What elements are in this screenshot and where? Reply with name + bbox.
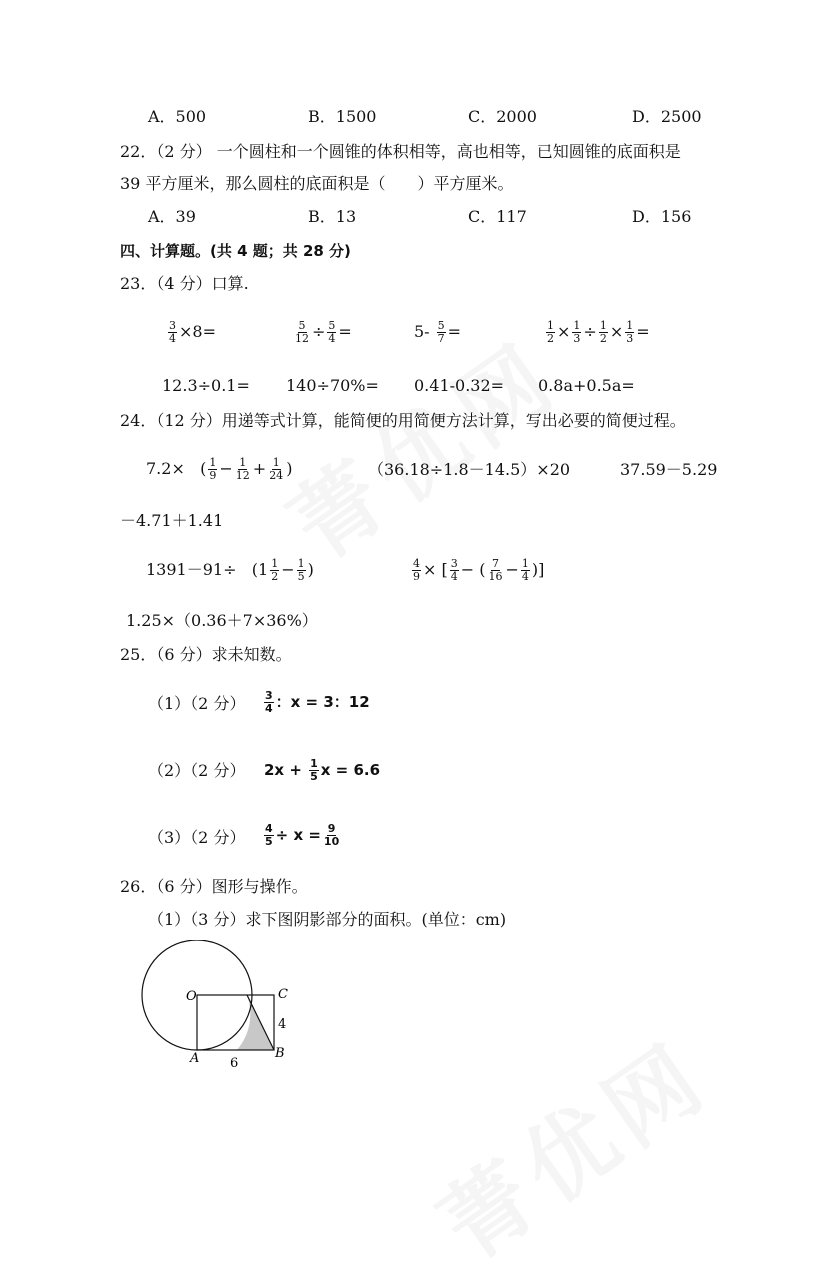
q24-expr-2: （36.18÷1.8－14.5）×20	[368, 460, 571, 479]
frac-den: 16	[488, 570, 503, 583]
frac-num: 3	[265, 689, 273, 702]
frac-den: 3	[573, 332, 581, 345]
expr-text: × [	[423, 560, 448, 579]
frac-den: 10	[323, 835, 340, 848]
frac-den: 9	[413, 570, 420, 583]
q24-expr-5	[410, 558, 544, 583]
frac-den: 5	[265, 835, 273, 848]
q25-part-1-equation	[262, 690, 370, 715]
label-c: C	[278, 987, 288, 1002]
frac-num: 3	[169, 319, 176, 332]
expr-op: −	[219, 459, 233, 478]
frac-num: 5	[328, 319, 336, 332]
frac-den: 12	[295, 332, 309, 345]
equation-text: x = 6.6	[320, 761, 381, 779]
frac-num: 1	[547, 319, 554, 332]
expr-text: − (	[460, 560, 486, 579]
expr-text: )	[307, 560, 314, 579]
expr-op: −	[505, 560, 519, 579]
q21-option-a: A．500	[148, 107, 207, 126]
q26-part-1: （1）（3 分）求下图阴影部分的面积。(单位：cm)	[148, 910, 507, 929]
frac-den: 12	[235, 469, 250, 482]
q22-line1: 22．（2 分） 一个圆柱和一个圆锥的体积相等，高也相等，已知圆锥的底面积是	[120, 142, 681, 161]
expr-op: ×	[609, 322, 624, 341]
frac-den: 2	[547, 332, 554, 345]
frac-den: 24	[269, 469, 284, 482]
expr-eq: =	[636, 322, 650, 341]
watermark-bottom	[410, 1006, 730, 1284]
expr-eq: =	[447, 322, 462, 341]
q23-row2-4: 0.8a+0.5a=	[538, 376, 635, 395]
frac-num: 7	[491, 557, 499, 570]
equation-text: ÷ x =	[275, 826, 321, 844]
q25-part-1-label: （1）（2 分）	[148, 694, 246, 713]
frac-num: 1	[573, 319, 581, 332]
q23-expr-4	[544, 320, 650, 345]
q24-expr-1	[146, 457, 292, 482]
frac-num: 3	[450, 557, 458, 570]
q22-option-c: C．117	[468, 207, 527, 226]
q23-row2-3: 0.41-0.32=	[414, 376, 505, 395]
shaded-region-cutout	[237, 995, 274, 1050]
expr-op: −	[281, 560, 295, 579]
frac-num: 9	[327, 822, 336, 835]
frac-den: 5	[310, 770, 318, 783]
q25-part-2-equation	[264, 758, 380, 783]
frac-den: 4	[265, 702, 273, 715]
q23-row2-2: 140÷70%=	[286, 376, 379, 395]
expr-op: ÷	[312, 322, 326, 341]
q23-row2-1: 12.3÷0.1=	[162, 376, 250, 395]
equation-text: ：x = 3：12	[275, 693, 370, 711]
expr-paren: (	[200, 459, 207, 478]
q21-option-b: B．1500	[308, 107, 377, 126]
q25-part-3-label: （3）（2 分）	[148, 828, 246, 847]
geometry-figure	[140, 940, 300, 1070]
frac-den: 3	[626, 332, 634, 345]
expr-op: ×	[557, 322, 571, 341]
frac-den: 2	[271, 570, 279, 583]
frac-num: 1	[297, 557, 305, 570]
frac-den: 2	[599, 332, 607, 345]
expr-text: ×8=	[179, 322, 216, 341]
label-o: O	[186, 989, 197, 1004]
expr-text: (1	[251, 560, 269, 579]
frac-den: 9	[209, 469, 217, 482]
label-side-bc: 4	[278, 1017, 287, 1032]
frac-den: 4	[450, 570, 458, 583]
q21-option-d: D．2500	[632, 107, 702, 126]
q24-title: 24．（12 分）用递等式计算，能简便的用简便方法计算，写出必要的简便过程。	[120, 411, 686, 430]
q22-option-d: D．156	[632, 207, 692, 226]
label-a: A	[190, 1051, 200, 1066]
q22-line2: 39 平方厘米，那么圆柱的底面积是（ ）平方厘米。	[120, 174, 514, 193]
expr-text: )]	[531, 560, 545, 579]
q24-expr-3b: －4.71＋1.41	[120, 511, 224, 530]
expr-op: +	[252, 459, 267, 478]
section-heading: 四、计算题。(共 4 题；共 28 分)	[120, 242, 351, 260]
expr-text: 1391－91÷	[146, 560, 237, 579]
frac-den: 4	[169, 332, 176, 345]
q23-expr-3	[414, 320, 461, 345]
q24-expr-3a: 37.59－5.29	[620, 460, 718, 479]
q21-option-c: C．2000	[468, 107, 537, 126]
expr-paren: )	[286, 459, 293, 478]
q23-title: 23．（4 分）口算.	[120, 274, 249, 293]
frac-num: 1	[272, 456, 280, 469]
q25-part-3-equation	[262, 823, 342, 848]
frac-num: 1	[599, 319, 607, 332]
q24-expr-6: 1.25×（0.36＋7×36%）	[126, 611, 318, 630]
frac-num: 1	[239, 456, 247, 469]
frac-num: 5	[437, 319, 445, 332]
frac-den: 7	[437, 332, 445, 345]
watermark	[260, 306, 580, 585]
frac-num: 1	[626, 319, 634, 332]
expr-eq: =	[338, 322, 352, 341]
q22-option-a: A．39	[148, 207, 196, 226]
frac-num: 5	[298, 319, 306, 332]
frac-den: 4	[521, 570, 529, 583]
expr-op: ÷	[583, 322, 597, 341]
q25-part-2-label: （2）（2 分）	[148, 761, 246, 780]
q26-title: 26．（6 分）图形与操作。	[120, 877, 308, 896]
frac-num: 1	[271, 557, 279, 570]
q24-expr-4	[146, 558, 314, 583]
q22-option-b: B．13	[308, 207, 357, 226]
frac-num: 1	[310, 757, 318, 770]
expr-text: 7.2×	[146, 459, 185, 478]
q25-title: 25．（6 分）求未知数。	[120, 645, 292, 664]
frac-num: 1	[521, 557, 529, 570]
frac-den: 5	[297, 570, 305, 583]
label-b: B	[275, 1046, 285, 1061]
frac-num: 4	[413, 557, 420, 570]
label-side-ab: 6	[230, 1056, 239, 1070]
q23-expr-2	[292, 320, 352, 345]
equation-text: 2x +	[264, 761, 308, 779]
expr-text: 5-	[414, 322, 435, 341]
frac-den: 4	[328, 332, 336, 345]
frac-num: 1	[209, 456, 217, 469]
frac-num: 4	[265, 822, 273, 835]
q23-expr-1	[166, 320, 216, 345]
